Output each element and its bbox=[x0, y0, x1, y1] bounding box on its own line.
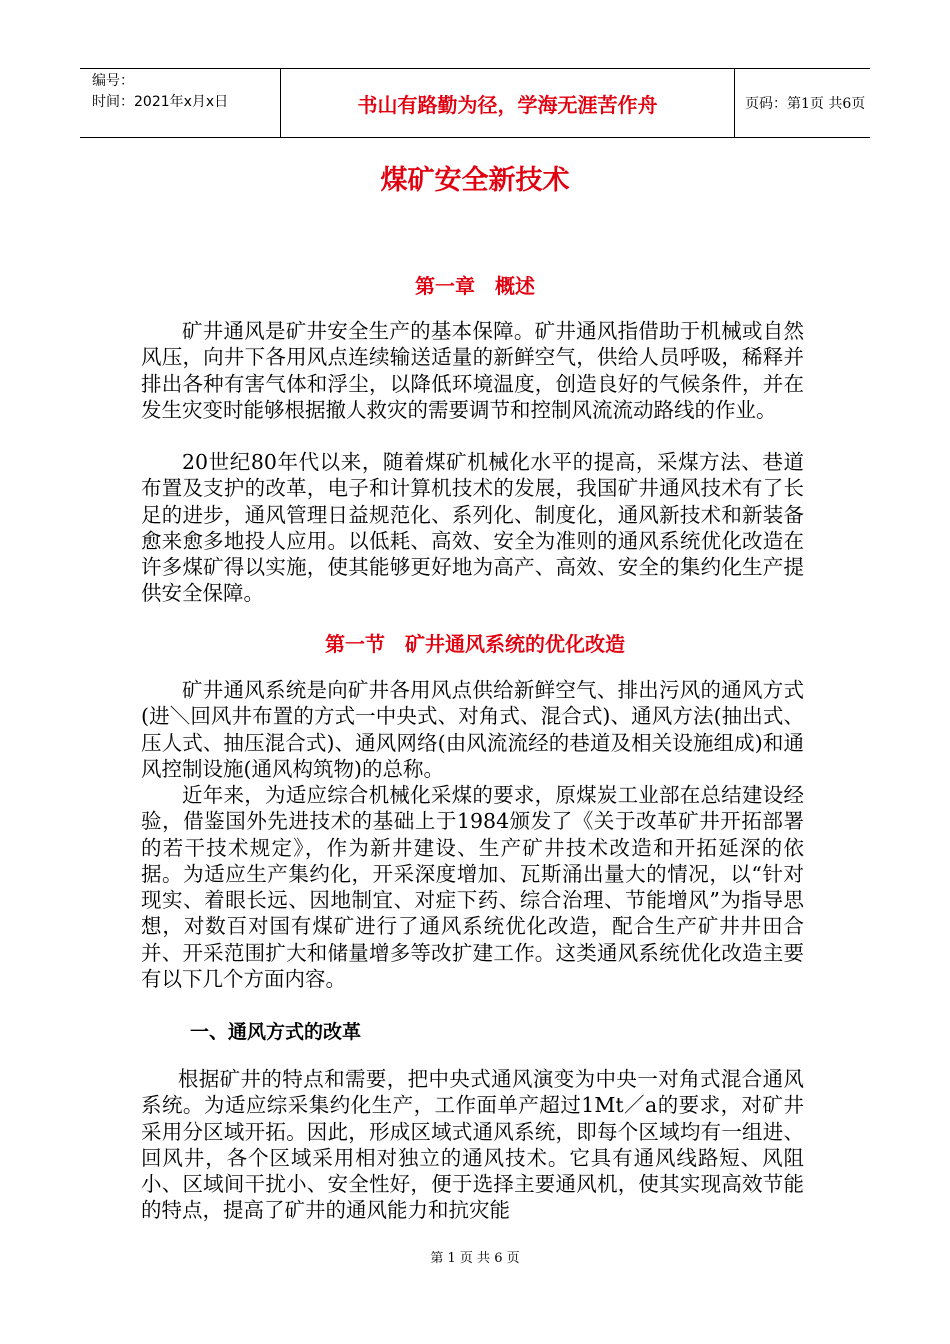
header-motto: 书山有路勤为径，学海无涯苦作舟 bbox=[280, 69, 735, 137]
header-meta bbox=[80, 69, 280, 137]
section-heading: 第一节 矿井通风系统的优化改造 bbox=[325, 632, 625, 656]
document-time-label: 时间：2021年x月x日 bbox=[92, 94, 229, 110]
paragraph: 20世纪80年代以来，随着煤矿机械化水平的提高，采煤方法、巷道布置及支护的改革，电子和计算机技术的发展，我国矿井通风技术有了长足的进步，通风管理日益规范化、系列化、制度化，通风新技术和新装备愈来愈多地投人应用。以低耗、高效、安全为准则的通风系统优化改造在许多煤矿得以实施，使其能够更好地为高产、高效、安全的集约化生产提供安全保障。 bbox=[141, 450, 804, 606]
header-page-info: 页码：第1页 共6页 bbox=[745, 96, 866, 112]
paragraph: 矿井通风系统是向矿井各用风点供给新鲜空气、排出污风的通风方式(进＼回风井布置的方式一中央式、对角式、混合式)、通风方法(抽出式、压人式、抽压混合式)、通风网络(由风流流经的巷道及相关设施组成)和通风控制设施(通风构筑物)的总称。 bbox=[141, 678, 804, 781]
document-title: 煤矿安全新技术 bbox=[380, 165, 570, 196]
chapter-heading: 第一章 概述 bbox=[415, 274, 535, 298]
subsection-heading: 一、通风方式的改革 bbox=[190, 1021, 362, 1043]
paragraph: 近年来，为适应综合机械化采煤的要求，原煤炭工业部在总结建设经验，借鉴国外先进技术的基础上于1984颁发了《关于改革矿井开拓部署的若干技术规定》，作为新井建设、生产矿井技术改造和开拓延深的依据。为适应生产集约化，开采深度增加、瓦斯涌出量大的情况，以“针对现实、着眼长远、因地制宜、对症下药、综合治理、节能增风”为指导思想，对数百对国有煤矿进行了通风系统优化改造，配合生产矿井井田合并、开采范围扩大和储量增多等改扩建工作。这类通风系统优化改造主要有以下几个方面内容。 bbox=[141, 783, 804, 992]
paragraph: 矿井通风是矿井安全生产的基本保障。矿井通风指借助于机械或自然风压，向井下各用风点连续输送适量的新鲜空气，供给人员呼吸，稀释并排出各种有害气体和浮尘，以降低环境温度，创造良好的气候条件，并在发生灾变时能够根据撤人救灾的需要调节和控制风流流动路线的作业。 bbox=[141, 319, 804, 422]
paragraph: 根据矿井的特点和需要，把中央式通风演变为中央一对角式混合通风系统。为适应综采集约化生产，工作面单产超过1Mt／a的要求，对矿井采用分区域开拓。因此，形成区域式通风系统，即每个区域均有一组进、回风井，各个区域采用相对独立的通风技术。它具有通风线路短、风阻小、区域间干扰小、安全性好，便于选择主要通风机，使其实现高效节能的特点，提高了矿井的通风能力和抗灾能 bbox=[141, 1067, 804, 1223]
document-number-label: 编号： bbox=[92, 73, 134, 89]
page-header bbox=[80, 68, 870, 138]
page-footer: 第 1 页 共 6 页 bbox=[430, 1251, 520, 1266]
